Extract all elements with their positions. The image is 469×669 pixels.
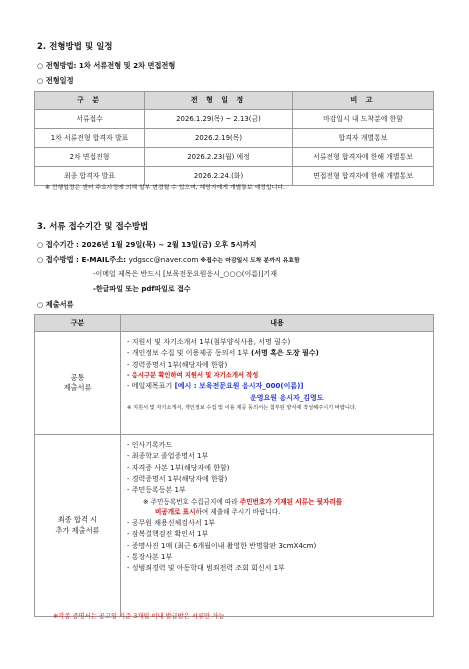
item-example: [예시 : 보육전문요원 응시자_000(이름)]	[174, 382, 304, 391]
item-emphasis: (서명 혹은 도장 필수)	[251, 349, 319, 358]
category-line: 추가 제출서류	[55, 525, 100, 535]
period-value: 2026년 1월 29일(목) ~ 2월 13일(금) 오후 5시까지	[81, 240, 257, 249]
list-item: - 인사기록카드	[127, 441, 173, 449]
list-item	[127, 507, 429, 518]
final-documents-list	[121, 435, 434, 617]
table-row	[35, 167, 434, 186]
category-line: 최종 합격 시	[57, 515, 98, 525]
note-cell: 면접전형 합격자에 한해 개별통보	[293, 167, 434, 186]
list-item	[127, 497, 429, 508]
final-documents-row	[35, 435, 434, 617]
stage-cell: 1차 서류전형 합격자 발표	[35, 129, 145, 148]
list-item: - 증명사진 1매 (최근 6개월이내 촬영한 반명함판 3cmX4cm)	[127, 541, 317, 550]
list-item: - 응시구분 확인하여 지원서 및 자기소개서 작성	[127, 371, 259, 379]
list-item: - 주민등록등본 1부	[127, 486, 186, 495]
certificate-validity-note: ※각종 증명서는 공고일 기준 3개월 이내 발급받은 서류만 가능	[53, 613, 225, 620]
list-item: - 최종학교 졸업증명서 1부	[127, 452, 209, 461]
category-line: 공통	[70, 372, 85, 382]
note-emphasis: 비공개로 표시	[155, 508, 196, 517]
list-item: - 성범죄경력 및 아동학대 범죄전력 조회 회신서 1부	[127, 564, 285, 573]
schedule-footnote: ※ 진행일정은 센터 주요사정에 의해 일부 변경될 수 있으며, 해당자에게 개별통보 예정입니다.	[45, 185, 285, 191]
screening-method: ○ 전형방법: 1차 서류전형 및 2차 면접전형	[37, 61, 176, 70]
list-item: - 공무원 채용신체검사서 1부	[127, 518, 216, 527]
schedule-header-row	[35, 92, 434, 110]
email-subject-instruction: -이메일 제목은 반드시 [보육전문요원응시_○○○(이름)]기재	[93, 270, 277, 278]
note-text: 하여 제출해 주시기 바랍니다.	[195, 508, 281, 517]
stage-cell: 서류접수	[35, 110, 145, 129]
schedule-table	[34, 91, 434, 186]
list-item	[127, 381, 429, 392]
submission-method	[37, 255, 300, 265]
header-content: 내용	[121, 315, 434, 332]
note-cell: 서류전형 합격자에 한해 개별통보	[293, 148, 434, 167]
date-cell: 2026.2.23(월) 예정	[145, 148, 293, 167]
list-item: - 잠복결핵검진 확인서 1부	[127, 530, 209, 539]
submission-period	[37, 240, 256, 249]
category-line: 제출서류	[63, 383, 92, 392]
header-stage: 구 분	[35, 92, 145, 110]
stage-cell: 2차 면접전형	[35, 148, 145, 167]
note-cell: 합격자 개별통보	[293, 129, 434, 148]
list-item	[127, 348, 429, 359]
list-item: - 경력증명서 1부(해당자에 한함)	[127, 360, 228, 369]
table-row	[35, 129, 434, 148]
common-documents-list	[121, 332, 434, 435]
documents-label: ○ 제출서류	[37, 300, 74, 309]
section-title-submission: 3. 서류 접수기간 및 접수방법	[37, 221, 149, 231]
method-note: ※접수는 마감일시 도착 분까지 유효함	[198, 258, 300, 264]
period-prefix: ○ 접수기간 :	[37, 240, 82, 249]
email-address[interactable]: ydgscc@naver.com	[128, 255, 199, 264]
section-title-schedule: 2. 전형방법 및 일정	[37, 41, 113, 51]
list-item: - 자격증 사본 1부(해당자에 한함)	[127, 463, 230, 472]
method-prefix: ○ 접수방법 :	[37, 255, 82, 264]
common-category	[35, 332, 121, 435]
table-row	[35, 110, 434, 129]
date-cell: 2026.2.24.(화)	[145, 167, 293, 186]
documents-header-row	[35, 315, 434, 332]
table-row	[35, 148, 434, 167]
note-emphasis: 주민번호가 기재된 서류는 뒷자리를	[239, 497, 343, 506]
list-item: 운영요원 응시자_김영도	[250, 393, 324, 402]
header-category: 구분	[35, 315, 121, 332]
file-format-instruction: -한글파일 또는 pdf파일로 접수	[93, 285, 191, 293]
item-text: - 개인정보 수집 및 이용제공 동의서 1부	[127, 349, 251, 358]
list-item: ※ 지원서 및 자기소개서, 개인정보 수집 및 이용 제공 동의서는 첨부된 양식에 작성해주시기 바랍니다.	[127, 404, 357, 411]
note-cell: 마감일시 내 도착분에 한함	[293, 110, 434, 129]
date-cell: 2026.2.19(목)	[145, 129, 293, 148]
common-documents-row	[35, 332, 434, 435]
item-text: - 메일제목표기	[127, 382, 175, 391]
note-text: ※ 주민등록번호 수집금지에 따라	[143, 497, 240, 506]
schedule-label: ○ 전형일정	[37, 76, 74, 85]
final-category	[35, 435, 121, 617]
header-note: 비 고	[293, 92, 434, 110]
stage-cell: 최종 합격자 발표	[35, 167, 145, 186]
list-item: - 지원서 및 자기소개서 1부(첨부양식사용, 서명 필수)	[127, 338, 291, 346]
list-item: - 통장사본 1부	[127, 552, 173, 561]
date-cell: 2026.1.29(목) ~ 2.13(금)	[145, 110, 293, 129]
documents-table	[34, 314, 434, 617]
list-item: - 경력증명서 1부(해당자에 한함)	[127, 474, 228, 483]
header-date: 전 형 일 정	[145, 92, 293, 110]
method-email-label: E-MAIL주소:	[81, 255, 129, 264]
